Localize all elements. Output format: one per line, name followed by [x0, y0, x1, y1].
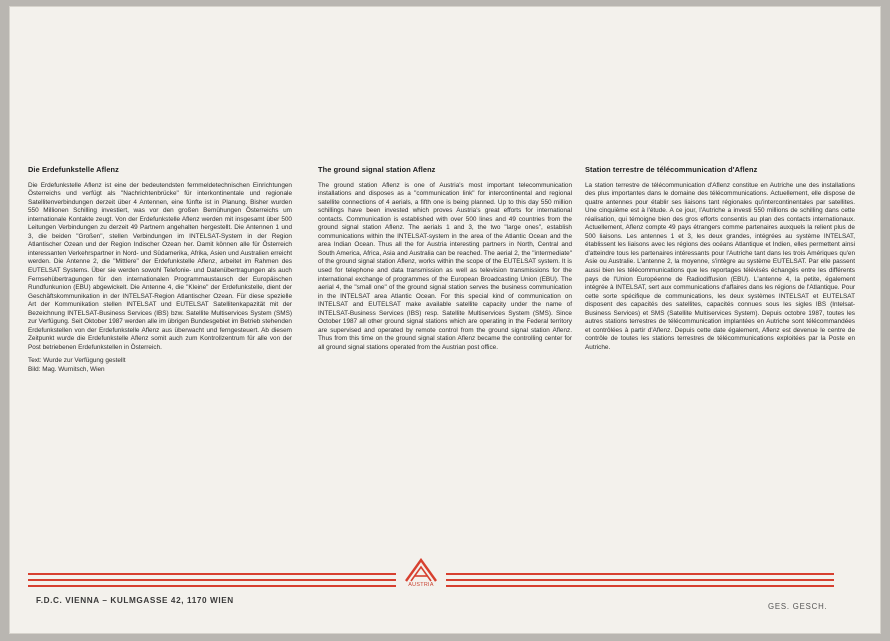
austria-logo [396, 558, 446, 594]
logo-word: AUSTRIA [408, 582, 434, 588]
austria-a-icon [402, 558, 440, 582]
publisher-address: F.D.C. VIENNA – KULMGASSE 42, 1170 WIEN [36, 596, 234, 605]
credit-text: Text: Wurde zur Verfügung gestellt [28, 357, 126, 365]
credit-photo: Bild: Mag. Wurnitsch, Wien [28, 366, 105, 374]
french-title: Station terrestre de télécommunication d'Aflenz [585, 165, 758, 174]
copyright-notice: GES. GESCH. [768, 602, 828, 611]
german-column [28, 166, 292, 375]
english-body: The ground station Aflenz is one of Austria's most important telecommunication installations and disposes as a "communication link" for intercontinental and regional satellite connections of 4 aerials, a fifth one is being planned. Up to this day 550 million schillings have been invested which proves Austria's great efforts for international contacts. Communication is established with over 500 lines and 49 countries from the ground signal station Aflenz. The aerials 1 and 3, the two "large ones", establish communications within the INTELSAT-system in the area of the Atlantic Ocean and the area Indian Ocean. Thus all the for Austria interesting partners in North, Central and South America, Africa, Asia and Australia can be reached. The aerial 2, the "intermediate" of the ground signal station Aflenz, works within the scope of the EUTELSAT system. It is used for telephone and data transmission as well as television transmissions for the international exchange of programmes of the European Broadcasting Union (EBU). The aerial 4, the "small one" of the ground signal station serves the business communication in the INTELSAT area Atlantic Ocean. For this special kind of communication on INTELSAT and EUTELSAT make available satellite capacity under the name of INTELSAT-Business Services (IBS) resp. Satellite Multiservices System (SMS). Since October 1987 all other ground signal stations which are operating in the Federal territory are supervised and operated by remote control from the ground signal station Aflenz. Thus from this time on the ground signal station Aflenz became the controlling center for all ground signal stations operated from the Austrian post office. [318, 181, 572, 351]
english-column [318, 166, 572, 352]
french-column [585, 166, 855, 352]
german-body: Die Erdefunkstelle Aflenz ist eine der bedeutendsten fernmeldetechnischen Einrichtungen Österreichs und verfügt als "Nachrichtenbrücke" für interkontinentale und regionale Satellitenverbindungen derzeit über 4 Antennen, eine fünfte ist in Planung. Bisher wurden 550 Millionen Schilling investiert, was vor den großen Bemühungen Österreichs um internationale Kontakte zeugt. Von der Erdefunkstelle Aflenz werden mit insgesamt über 500 Leitungen Verbindungen zu derzeit 49 Partnern angehalten hergestellt. Die Antennen 1 und 3, die beiden "Großen", stellen Verbindungen im INTELSAT-System in der Region Atlantischer Ozean und der Region Indischer Ozean her. Damit können alle für Österreich interessanten Verkehrspartner in Nord- und Südamerika, Afrika, Asien und Australien erreicht werden. Die Antenne 2, die "Mittlere" der Erdefunkstelle Aflenz, arbeitet im Rahmen des EUTELSAT Systems. Über sie werden sowohl Telefonie- und Datenübertragungen als auch Fernsehübertragungen für den internationalen Programmaustausch der Europäischen Rundfunkunion (EBU) abgewickelt. Die Antenne 4, die "Kleine" der Erdefunkstelle, dient der Geschäftskommunikation in der INTELSAT-Region Atlantischer Ozean. Für diese spezielle Art der Kommunikation stellen INTELSAT und EUTELSAT Satellitenkapazität mit der Bezeichnung INTELSAT-Business Services (IBS) bzw. Satellite Multiservices System (SMS) zur Verfügung. Seit Oktober 1987 werden alle im übrigen Bundesgebiet im Betrieb stehenden Erdefunkstellen von der Erdefunkstelle Aflenz aus überwacht und ferngesteuert. Ab diesem Zeitpunkt wurde die Erdefunkstelle Aflenz somit auch zum Kontrollzentrum für alle von der Post betriebenen Erdefunkstellen in Österreich. [28, 181, 292, 351]
german-title: Die Erdefunkstelle Aflenz [28, 165, 119, 174]
german-credit [28, 357, 292, 374]
english-title: The ground signal station Aflenz [318, 165, 436, 174]
french-body: La station terrestre de télécommunication d'Aflenz constitue en Autriche une des installations des plus importantes dans le domaine des télécommunications. Actuellement, elle dispose de quatre antennes pour établir ses liaisons tant régionales qu'intercontinentales par satellites. Une cinquième est à l'étude. A ce jour, l'Autriche a investi 550 millions de schilling dans cette réalisation, qui témoigne bien des gros efforts consentis au plan des contacts internationaux. Actuellement, Aflenz compte 49 pays étrangers comme partenaires auxquels la relient plus de 500 liaisons. Les antennes 1 et 3, les deux grandes, intégrées au système INTELSAT, établissent les liaisons avec les régions des océans Atlantique et Indien, elles permettent ainsi d'atteindre tous les partenaires intéressants pour l'Autriche tant dans les trois Amériques qu'en Asie ou Australie. L'antenne 2, la moyenne, s'intègre au système EUTELSAT. Par elle passent aussi bien les télécommunications que les reportages télévisés échangés entre les différents pays de l'Union Européenne de Radiodiffusion (EBU). L'antenne 4, la petite, également intégrée à INTELSAT, sert aux communications d'affaires dans les régions de l'Atlantique. Pour cette sorte spécifique de communications, les deux systèmes INTELSAT et EUTELSAT disposent des capacités des satellites, capacités connues sous les sigles IBS (Intelsat-Business Services) et SMS (Satellite Multiservices System). Depuis octobre 1987, toutes les autres stations terrestres de télécommunication implantées en Autriche sont télécommandées et contrôlées à partir d'Aflenz. Depuis cette date également, Aflenz est devenue le centre de contrôle de toutes les stations terrestres de télécommunications exploitées par la Poste en Autriche. [585, 181, 855, 351]
